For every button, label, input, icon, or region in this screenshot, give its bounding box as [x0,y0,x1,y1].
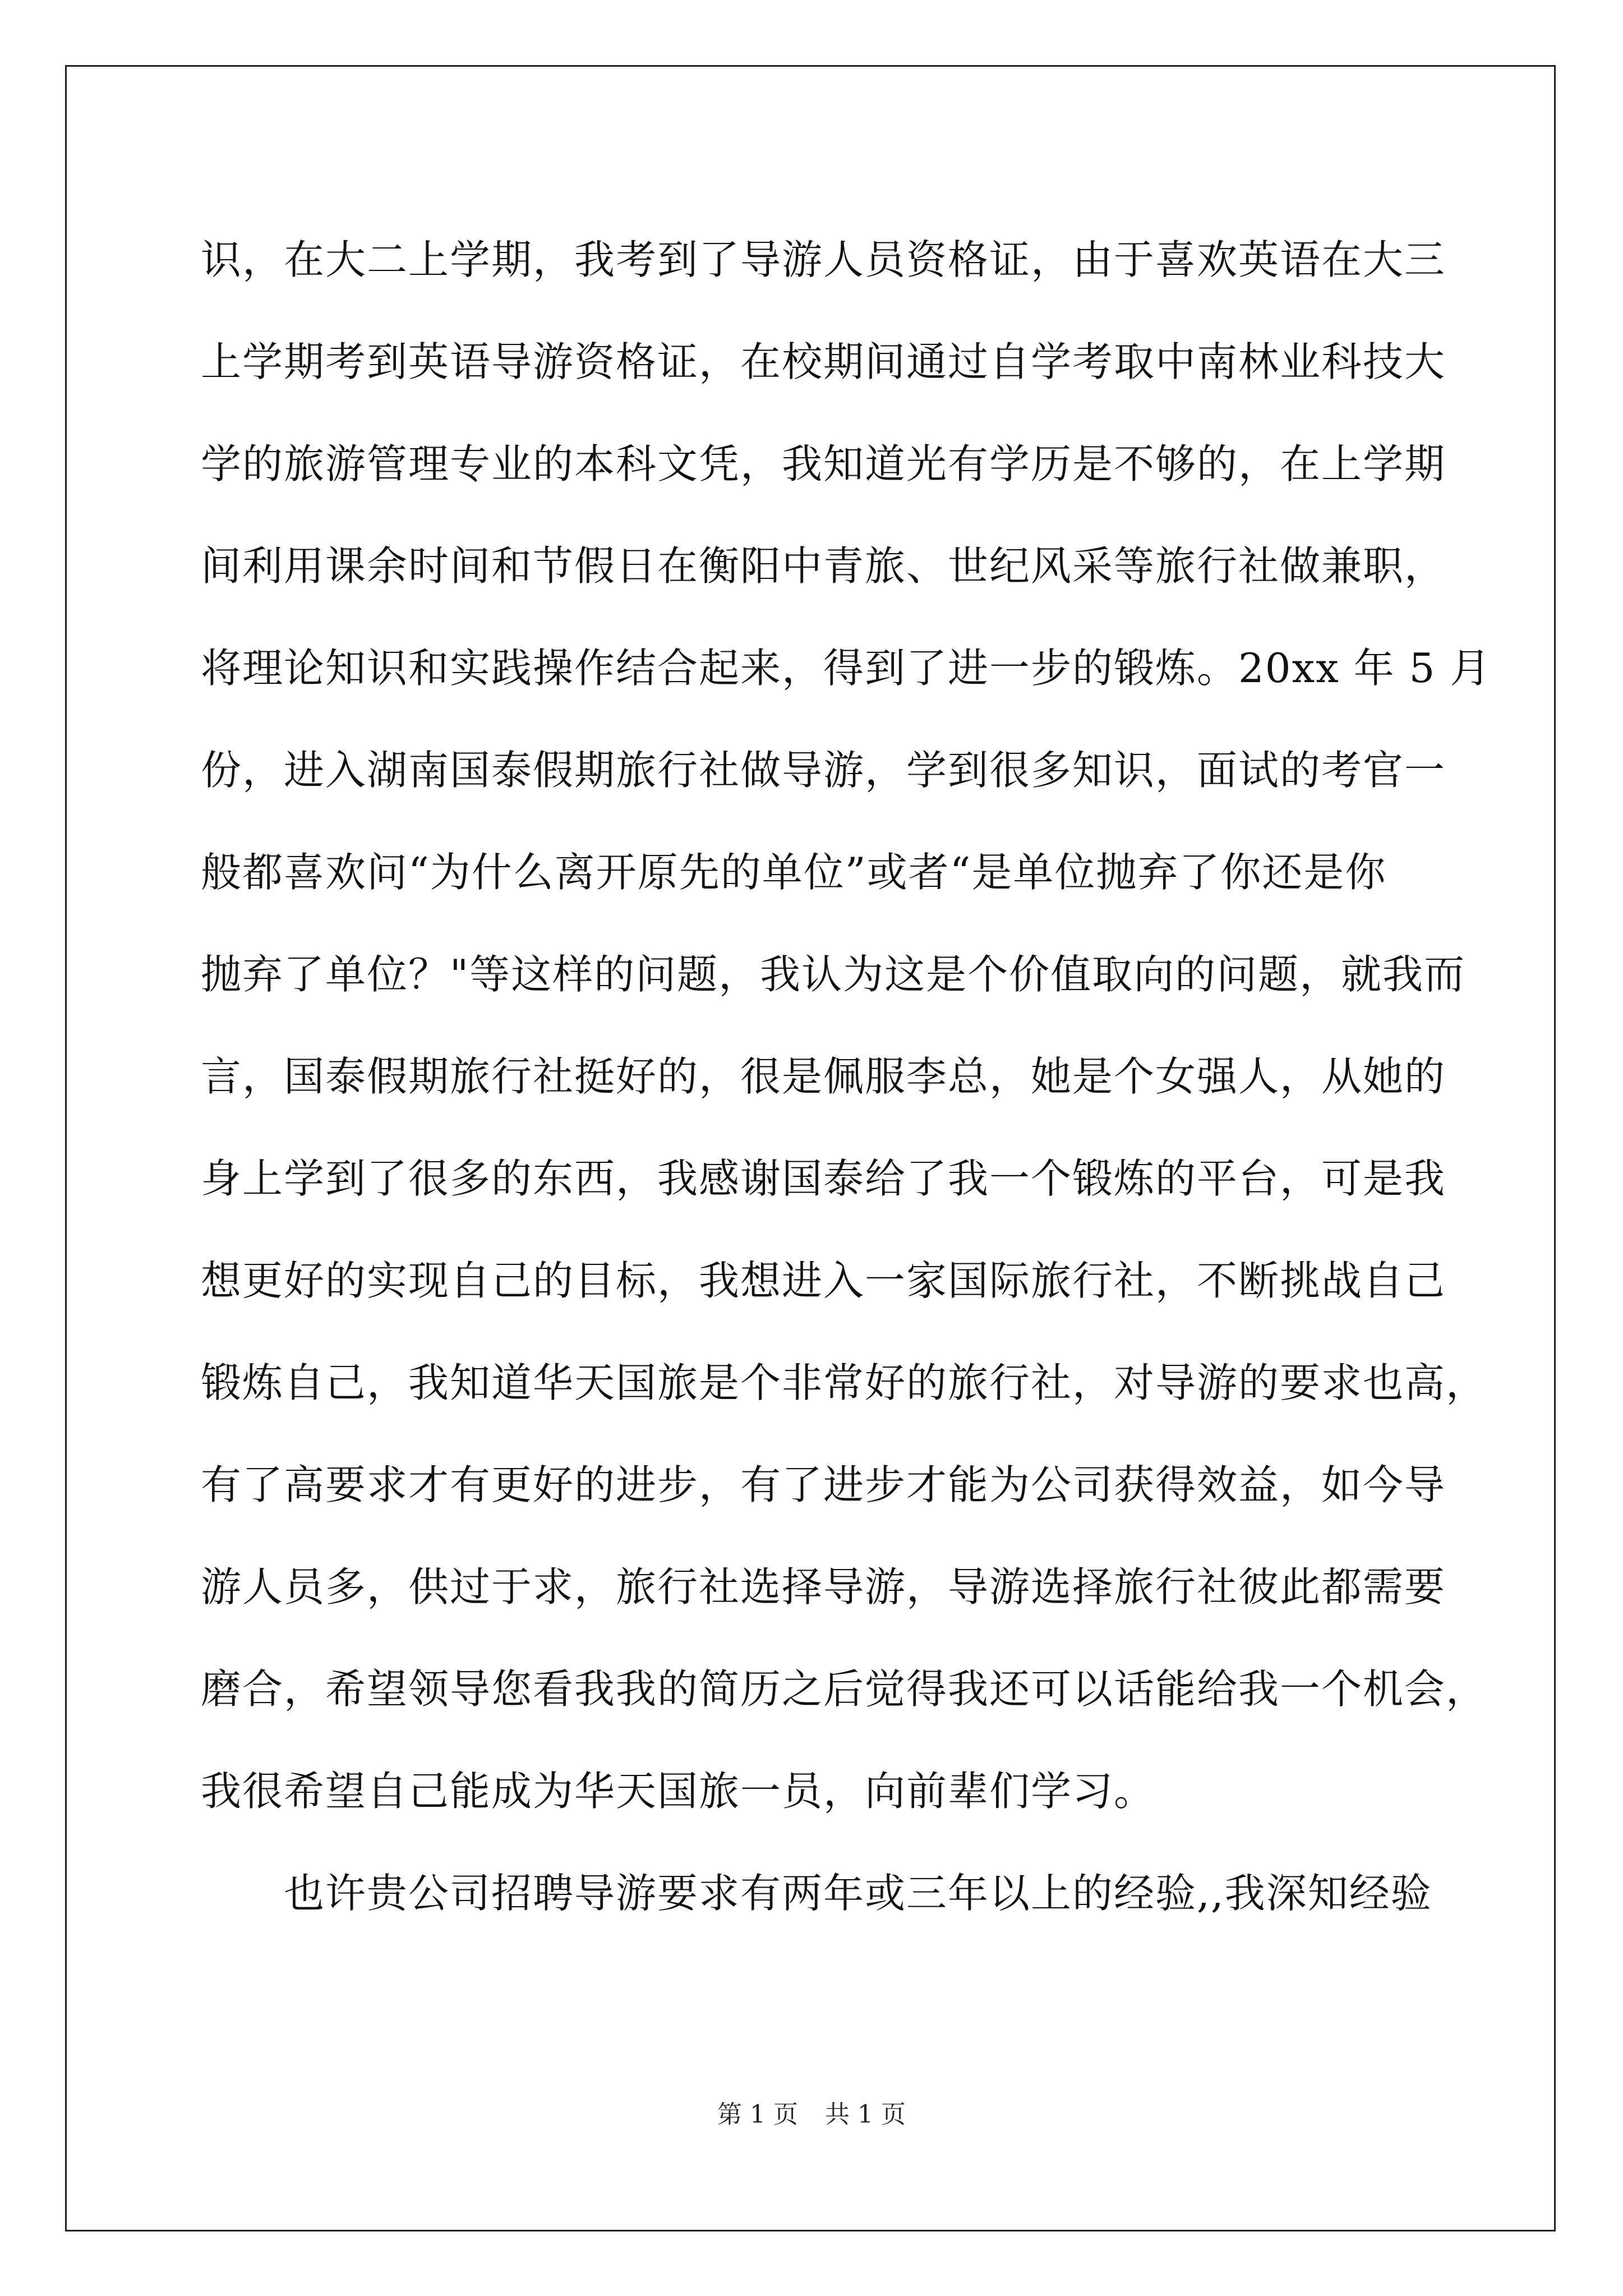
letter-body [201,209,1492,1944]
text-line: 身上学到了很多的东西，我感谢国泰给了我一个锻炼的平台，可是我 [201,1155,1446,1202]
text-line: 想更好的实现自己的目标，我想进入一家国际旅行社，不断挑战自己 [201,1257,1446,1304]
text-line: 磨合，希望领导您看我我的简历之后觉得我还可以话能给我一个机会， [201,1665,1488,1713]
text-line: 抛弃了单位？"等这样的问题，我认为这是个价值取向的问题，就我而 [201,951,1466,998]
text-line: 有了高要求才有更好的进步，有了进步才能为公司获得效益，如今导 [201,1461,1446,1508]
page-number: 第 1 页 [717,2100,798,2129]
text-line: 上学期考到英语导游资格证，在校期间通过自学考取中南林业科技大 [201,338,1446,385]
text-line: 识，在大二上学期，我考到了导游人员资格证，由于喜欢英语在大三 [201,236,1446,283]
paragraph-first-line: 也许贵公司招聘导游要求有两年或三年以上的经验,,我深知经验 [284,1870,1432,1917]
text-line: 游人员多，供过于求，旅行社选择导游，导游选择旅行社彼此都需要 [201,1563,1446,1611]
text-line: 学的旅游管理专业的本科文凭，我知道光有学历是不够的，在上学期 [201,440,1446,487]
text-line: 般都喜欢问“为什么离开原先的单位”或者“是单位抛弃了你还是你 [201,849,1387,896]
text-line: 我很希望自己能成为华天国旅一员，向前辈们学习。 [201,1768,1156,1815]
page-total: 共 1 页 [825,2100,906,2129]
text-line: 锻炼自己，我知道华天国旅是个非常好的旅行社，对导游的要求也高， [201,1359,1488,1406]
text-line: 份，进入湖南国泰假期旅行社做导游，学到很多知识，面试的考官一 [201,747,1446,794]
text-line: 将理论知识和实践操作结合起来，得到了进一步的锻炼。20xx 年 5 月 [201,645,1492,692]
page-footer [0,2098,1623,2132]
text-line: 言，国泰假期旅行社挺好的，很是佩服李总，她是个女强人，从她的 [201,1053,1446,1100]
text-line: 间利用课余时间和节假日在衡阳中青旅、世纪风采等旅行社做兼职， [201,542,1446,590]
